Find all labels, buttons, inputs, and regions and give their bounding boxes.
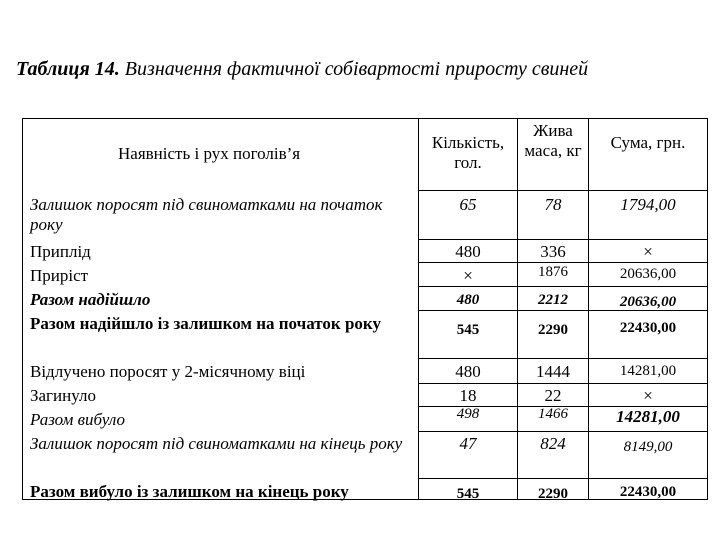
- header-sum: Сума, грн.: [610, 133, 686, 152]
- cell-qty: 498: [456, 406, 480, 422]
- cell-qty: 47: [459, 434, 477, 453]
- row-label: Відлучено поросят у 2-місячному віці: [30, 362, 306, 381]
- header-row-label: Наявність і рух поголів’я: [118, 144, 301, 163]
- cell-sum: ×: [643, 242, 653, 261]
- cell-qty: 480: [456, 292, 480, 308]
- table-title: [16, 58, 716, 81]
- cell-sum: 20636,00: [619, 266, 677, 282]
- cell-mass: 336: [540, 242, 566, 261]
- column-divider: [517, 118, 518, 500]
- row-label: Разом вибуло: [30, 410, 126, 429]
- row-label: Разом вибуло із залишком на кінець року: [30, 482, 349, 501]
- cell-mass: 1466: [538, 406, 568, 422]
- header-qty: Кількість, гол.: [431, 133, 505, 172]
- column-divider: [588, 118, 589, 500]
- row-divider: [418, 286, 708, 287]
- cell-sum: 1794,00: [620, 195, 676, 214]
- row-divider: [418, 383, 708, 384]
- cell-qty: ×: [463, 266, 473, 285]
- cell-qty: 545: [456, 322, 480, 338]
- cell-mass: 22: [544, 386, 562, 405]
- cell-mass: 1876: [538, 264, 568, 280]
- row-divider: [418, 239, 708, 240]
- row-label: Приплід: [30, 242, 91, 261]
- column-divider: [418, 118, 419, 500]
- row-label: Залишок поросят під свиноматками на початок року: [30, 195, 383, 234]
- row-label: Загинуло: [30, 386, 96, 405]
- cell-sum: 14281,00: [619, 363, 677, 379]
- cell-mass: 824: [540, 434, 566, 453]
- cell-mass: 2290: [538, 322, 568, 338]
- cell-sum: 14281,00: [616, 407, 680, 426]
- table-number: Таблиця 14.: [16, 58, 120, 80]
- cell-sum: ×: [643, 386, 653, 405]
- header-mass: Жива маса, кг: [524, 121, 582, 160]
- cell-qty: 65: [459, 195, 477, 214]
- cell-sum: 22430,00: [619, 320, 677, 336]
- cell-qty: 545: [456, 486, 480, 502]
- cell-mass: 2290: [538, 486, 568, 502]
- row-divider: [418, 478, 708, 479]
- cell-mass: 78: [544, 195, 562, 214]
- row-label: Приріст: [30, 266, 89, 285]
- row-divider: [418, 358, 708, 359]
- row-label: Разом надійшло: [30, 290, 151, 309]
- table-caption: Визначення фактичної собівартості приросту свиней: [124, 58, 589, 80]
- cell-sum: 22430,00: [619, 484, 677, 500]
- cell-mass: 2212: [538, 292, 568, 308]
- row-label: Залишок поросят під свиноматками на кінець року: [30, 434, 403, 453]
- cell-sum: 20636,00: [619, 294, 677, 310]
- cell-sum: 8149,00: [623, 439, 673, 455]
- cell-qty: 18: [459, 386, 477, 405]
- row-label: Разом надійшло із залишком на початок року: [30, 314, 381, 333]
- row-divider: [418, 431, 708, 432]
- cell-mass: 1444: [536, 362, 570, 381]
- cell-qty: 480: [455, 242, 481, 261]
- row-divider: [418, 190, 708, 191]
- cell-qty: 480: [455, 362, 481, 381]
